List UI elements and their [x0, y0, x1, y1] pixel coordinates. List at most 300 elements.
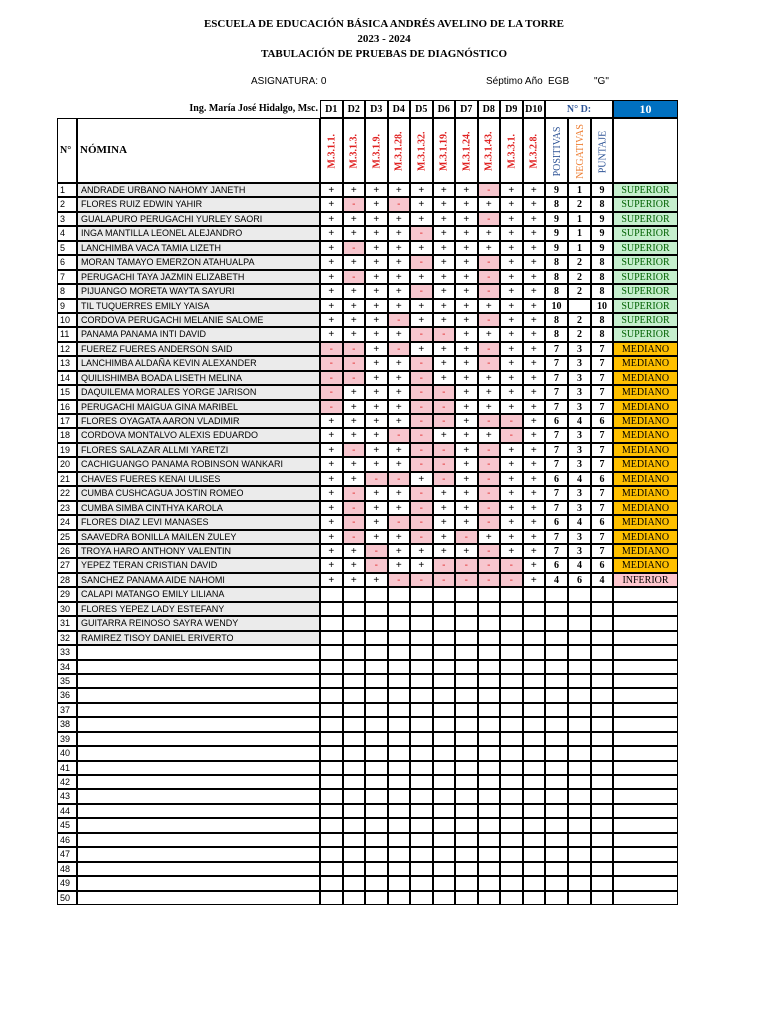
skill-code: M.3.1.3. [348, 134, 360, 169]
performance-level [613, 761, 678, 775]
positive-mark: + [455, 313, 478, 327]
negatives-count [568, 746, 591, 760]
empty-mark [478, 645, 501, 659]
row-number: 8 [57, 284, 77, 298]
empty-mark [320, 746, 343, 760]
empty-mark [433, 761, 456, 775]
positive-mark: + [455, 414, 478, 428]
score-value [591, 660, 613, 674]
positive-mark: + [365, 226, 388, 240]
performance-level: SUPERIOR [613, 327, 678, 341]
question-header: D4 [388, 100, 411, 118]
positive-mark: + [455, 385, 478, 399]
empty-mark [320, 789, 343, 803]
negatives-count [568, 674, 591, 688]
document-title: TABULACIÓN DE PRUEBAS DE DIAGNÓSTICO [260, 48, 508, 60]
student-name [77, 674, 320, 688]
student-name: CORDOVA MONTALVO ALEXIS EDUARDO [77, 428, 320, 442]
positive-mark: + [455, 299, 478, 313]
positive-mark: + [455, 183, 478, 197]
empty-mark [388, 862, 411, 876]
negative-mark: - [500, 573, 523, 587]
empty-mark [320, 703, 343, 717]
positive-mark: + [478, 327, 501, 341]
student-name [77, 761, 320, 775]
positive-mark: + [343, 385, 366, 399]
negative-mark: - [478, 457, 501, 471]
student-name: CHAVES FUERES KENAI ULISES [77, 472, 320, 486]
negatives-count [568, 789, 591, 803]
empty-mark [410, 732, 433, 746]
negatives-count: 4 [568, 558, 591, 572]
empty-mark [478, 616, 501, 630]
empty-mark [455, 703, 478, 717]
student-name [77, 703, 320, 717]
score-value [591, 876, 613, 890]
score-value: 7 [591, 400, 613, 414]
positive-mark: + [523, 385, 546, 399]
performance-level: MEDIANO [613, 558, 678, 572]
positive-mark: + [500, 472, 523, 486]
skill-code-cell [478, 118, 501, 183]
positive-mark: + [410, 544, 433, 558]
empty-mark [365, 631, 388, 645]
positive-mark: + [410, 342, 433, 356]
positive-mark: + [523, 558, 546, 572]
empty-mark [343, 804, 366, 818]
student-name: PERUGACHI MAIGUA GINA MARIBEL [77, 400, 320, 414]
positive-mark: + [343, 414, 366, 428]
negative-mark: - [455, 530, 478, 544]
empty-mark [320, 587, 343, 601]
positive-mark: + [500, 342, 523, 356]
positive-mark: + [388, 530, 411, 544]
student-name [77, 717, 320, 731]
positive-mark: + [455, 327, 478, 341]
positive-mark: + [500, 197, 523, 211]
negatives-count: 3 [568, 356, 591, 370]
score-value [591, 862, 613, 876]
empty-mark [523, 847, 546, 861]
skill-code: M.3.1.19. [438, 131, 450, 172]
empty-mark [433, 876, 456, 890]
empty-mark [455, 891, 478, 905]
empty-mark [523, 833, 546, 847]
empty-mark [455, 631, 478, 645]
negative-mark: - [320, 371, 343, 385]
positive-mark: + [388, 270, 411, 284]
negative-mark: - [433, 385, 456, 399]
row-number: 23 [57, 501, 77, 515]
student-name: RAMIREZ TISOY DANIEL ERIVERTO [77, 631, 320, 645]
negatives-count [568, 631, 591, 645]
negatives-count [568, 761, 591, 775]
positives-count: 9 [545, 212, 568, 226]
skill-code-cell [388, 118, 411, 183]
positive-mark: + [478, 530, 501, 544]
positive-mark: + [388, 414, 411, 428]
positives-count: 8 [545, 284, 568, 298]
positives-count: 8 [545, 255, 568, 269]
number-column-header: N° [57, 118, 77, 183]
empty-mark [500, 847, 523, 861]
negative-mark: - [433, 573, 456, 587]
empty-mark [343, 732, 366, 746]
negative-mark: - [388, 197, 411, 211]
positive-mark: + [523, 327, 546, 341]
student-name [77, 746, 320, 760]
positives-count: 7 [545, 443, 568, 457]
positives-count [545, 703, 568, 717]
positive-mark: + [388, 501, 411, 515]
question-header: D5 [410, 100, 433, 118]
empty-mark [478, 775, 501, 789]
negatives-count [568, 862, 591, 876]
empty-mark [523, 732, 546, 746]
score-header: PUNTAJE [597, 130, 608, 173]
positive-mark: + [523, 284, 546, 298]
negatives-count [568, 703, 591, 717]
positive-mark: + [523, 400, 546, 414]
positives-count: 6 [545, 472, 568, 486]
positives-count: 7 [545, 544, 568, 558]
empty-mark [455, 688, 478, 702]
positive-mark: + [455, 472, 478, 486]
empty-mark [365, 616, 388, 630]
row-number: 18 [57, 428, 77, 442]
positive-mark: + [478, 197, 501, 211]
score-value [591, 775, 613, 789]
score-value [591, 703, 613, 717]
student-name: PANAMA PANAMA INTI DAVID [77, 327, 320, 341]
positive-mark: + [365, 284, 388, 298]
performance-level: SUPERIOR [613, 197, 678, 211]
performance-level [613, 775, 678, 789]
empty-mark [410, 818, 433, 832]
positive-mark: + [523, 241, 546, 255]
empty-mark [388, 660, 411, 674]
negative-mark: - [478, 558, 501, 572]
positive-mark: + [433, 241, 456, 255]
positive-mark: + [433, 183, 456, 197]
student-name: GUITARRA REINOSO SAYRA WENDY [77, 616, 320, 630]
empty-mark [500, 602, 523, 616]
positive-mark: + [320, 544, 343, 558]
positive-mark: + [523, 255, 546, 269]
positive-mark: + [455, 270, 478, 284]
student-name [77, 876, 320, 890]
negative-mark: - [410, 356, 433, 370]
row-number: 28 [57, 573, 77, 587]
empty-mark [455, 602, 478, 616]
positive-mark: + [388, 558, 411, 572]
positive-mark: + [500, 270, 523, 284]
positive-mark: + [320, 486, 343, 500]
empty-mark [410, 602, 433, 616]
empty-mark [365, 645, 388, 659]
empty-mark [478, 746, 501, 760]
empty-mark [365, 587, 388, 601]
positive-mark: + [410, 183, 433, 197]
student-name: ANDRADE URBANO NAHOMY JANETH [77, 183, 320, 197]
negative-mark: - [433, 327, 456, 341]
student-name: YEPEZ TERAN CRISTIAN DAVID [77, 558, 320, 572]
positive-mark: + [523, 530, 546, 544]
row-number: 29 [57, 587, 77, 601]
empty-mark [523, 775, 546, 789]
student-name: FLORES OYAGATA AARON VLADIMIR [77, 414, 320, 428]
positives-header-cell [545, 118, 568, 183]
positive-mark: + [320, 284, 343, 298]
score-value: 10 [591, 299, 613, 313]
positives-count: 7 [545, 400, 568, 414]
positive-mark: + [343, 558, 366, 572]
empty-mark [388, 674, 411, 688]
negative-mark: - [500, 558, 523, 572]
score-value: 7 [591, 530, 613, 544]
negative-mark: - [410, 414, 433, 428]
positive-mark: + [365, 313, 388, 327]
negative-mark: - [478, 342, 501, 356]
student-name: SANCHEZ PANAMA AIDE NAHOMI [77, 573, 320, 587]
empty-mark [410, 688, 433, 702]
empty-mark [433, 789, 456, 803]
positive-mark: + [343, 299, 366, 313]
performance-level [613, 688, 678, 702]
empty-mark [478, 602, 501, 616]
empty-mark [478, 587, 501, 601]
positives-count [545, 876, 568, 890]
performance-level: MEDIANO [613, 385, 678, 399]
positive-mark: + [433, 515, 456, 529]
negatives-count: 3 [568, 530, 591, 544]
empty-mark [478, 833, 501, 847]
negatives-count [568, 833, 591, 847]
question-header: D7 [455, 100, 478, 118]
student-name: PIJUANGO MORETA WAYTA SAYURI [77, 284, 320, 298]
positive-mark: + [455, 486, 478, 500]
positive-mark: + [365, 327, 388, 341]
student-name [77, 688, 320, 702]
negatives-count: 1 [568, 183, 591, 197]
empty-mark [455, 674, 478, 688]
negative-mark: - [388, 515, 411, 529]
performance-level: SUPERIOR [613, 183, 678, 197]
empty-mark [478, 818, 501, 832]
positive-mark: + [455, 457, 478, 471]
empty-mark [320, 717, 343, 731]
empty-mark [365, 703, 388, 717]
empty-mark [388, 775, 411, 789]
negatives-count: 3 [568, 400, 591, 414]
positive-mark: + [523, 573, 546, 587]
empty-mark [410, 891, 433, 905]
empty-mark [523, 789, 546, 803]
positives-count: 9 [545, 226, 568, 240]
positive-mark: + [320, 558, 343, 572]
score-value: 9 [591, 241, 613, 255]
performance-level: MEDIANO [613, 486, 678, 500]
negatives-count: 3 [568, 501, 591, 515]
empty-mark [500, 746, 523, 760]
row-number: 37 [57, 703, 77, 717]
row-number: 4 [57, 226, 77, 240]
empty-mark [343, 775, 366, 789]
positive-mark: + [433, 270, 456, 284]
empty-mark [478, 804, 501, 818]
empty-mark [455, 717, 478, 731]
empty-mark [523, 602, 546, 616]
positive-mark: + [433, 356, 456, 370]
empty-mark [388, 761, 411, 775]
performance-level: SUPERIOR [613, 284, 678, 298]
row-number: 36 [57, 688, 77, 702]
skill-code: M.3.1.28. [393, 131, 405, 172]
empty-mark [433, 660, 456, 674]
empty-mark [410, 862, 433, 876]
performance-level [613, 717, 678, 731]
question-header: D10 [523, 100, 546, 118]
performance-level [613, 602, 678, 616]
score-value: 6 [591, 414, 613, 428]
positive-mark: + [478, 226, 501, 240]
skill-code: M.3.3.1. [506, 134, 517, 169]
score-value [591, 789, 613, 803]
empty-mark [500, 818, 523, 832]
performance-level [613, 818, 678, 832]
empty-mark [320, 775, 343, 789]
empty-mark [320, 688, 343, 702]
empty-mark [388, 717, 411, 731]
row-number: 47 [57, 847, 77, 861]
positive-mark: + [433, 299, 456, 313]
empty-mark [365, 761, 388, 775]
score-value: 6 [591, 472, 613, 486]
positive-mark: + [500, 241, 523, 255]
question-header: D8 [478, 100, 501, 118]
positive-mark: + [455, 515, 478, 529]
positive-mark: + [320, 313, 343, 327]
positive-mark: + [388, 486, 411, 500]
positive-mark: + [388, 226, 411, 240]
empty-mark [365, 746, 388, 760]
score-value: 7 [591, 428, 613, 442]
empty-mark [343, 746, 366, 760]
student-name [77, 847, 320, 861]
positives-count [545, 804, 568, 818]
negative-mark: - [320, 400, 343, 414]
student-name [77, 833, 320, 847]
empty-mark [410, 631, 433, 645]
positive-mark: + [343, 327, 366, 341]
empty-mark [410, 789, 433, 803]
row-number: 43 [57, 789, 77, 803]
positives-count: 7 [545, 457, 568, 471]
student-name: FLORES RUIZ EDWIN YAHIR [77, 197, 320, 211]
positives-count: 7 [545, 342, 568, 356]
negatives-count [568, 804, 591, 818]
positive-mark: + [320, 270, 343, 284]
positive-mark: + [365, 255, 388, 269]
negatives-count: 2 [568, 284, 591, 298]
positive-mark: + [365, 183, 388, 197]
positive-mark: + [320, 472, 343, 486]
positive-mark: + [320, 197, 343, 211]
row-number: 16 [57, 400, 77, 414]
positives-count [545, 862, 568, 876]
empty-mark [523, 688, 546, 702]
positive-mark: + [365, 385, 388, 399]
performance-level: SUPERIOR [613, 299, 678, 313]
negative-mark: - [365, 544, 388, 558]
skill-code-cell [523, 118, 546, 183]
empty-mark [388, 833, 411, 847]
student-name: DAQUILEMA MORALES YORGE JARISON [77, 385, 320, 399]
positives-count [545, 847, 568, 861]
performance-level: MEDIANO [613, 371, 678, 385]
empty-mark [433, 645, 456, 659]
row-number: 31 [57, 616, 77, 630]
performance-level [613, 587, 678, 601]
positive-mark: + [523, 428, 546, 442]
positive-mark: + [478, 385, 501, 399]
positive-mark: + [388, 327, 411, 341]
empty-mark [500, 688, 523, 702]
performance-level [613, 703, 678, 717]
negative-mark: - [343, 197, 366, 211]
negatives-count [568, 876, 591, 890]
negatives-count: 6 [568, 573, 591, 587]
negative-mark: - [365, 472, 388, 486]
positive-mark: + [500, 313, 523, 327]
performance-level [613, 789, 678, 803]
student-name [77, 804, 320, 818]
negative-mark: - [410, 428, 433, 442]
positive-mark: + [365, 197, 388, 211]
positive-mark: + [365, 573, 388, 587]
row-number: 38 [57, 717, 77, 731]
empty-mark [523, 761, 546, 775]
negatives-count [568, 717, 591, 731]
empty-mark [388, 631, 411, 645]
empty-mark [523, 616, 546, 630]
empty-mark [500, 674, 523, 688]
positive-mark: + [455, 501, 478, 515]
empty-mark [523, 746, 546, 760]
empty-mark [478, 717, 501, 731]
empty-mark [410, 703, 433, 717]
positives-count [545, 602, 568, 616]
student-name: CORDOVA PERUGACHI MELANIE SALOME [77, 313, 320, 327]
negative-mark: - [410, 573, 433, 587]
empty-mark [523, 862, 546, 876]
negatives-count: 1 [568, 241, 591, 255]
positive-mark: + [523, 457, 546, 471]
student-name: CUMBA SIMBA CINTHYA KAROLA [77, 501, 320, 515]
negative-mark: - [343, 342, 366, 356]
negative-mark: - [343, 356, 366, 370]
negative-mark: - [343, 486, 366, 500]
empty-mark [320, 818, 343, 832]
positive-mark: + [478, 371, 501, 385]
score-value [591, 891, 613, 905]
row-number: 42 [57, 775, 77, 789]
level-label: EGB [548, 76, 570, 87]
score-value: 8 [591, 327, 613, 341]
negative-mark: - [410, 284, 433, 298]
positives-count [545, 688, 568, 702]
negative-mark: - [343, 443, 366, 457]
